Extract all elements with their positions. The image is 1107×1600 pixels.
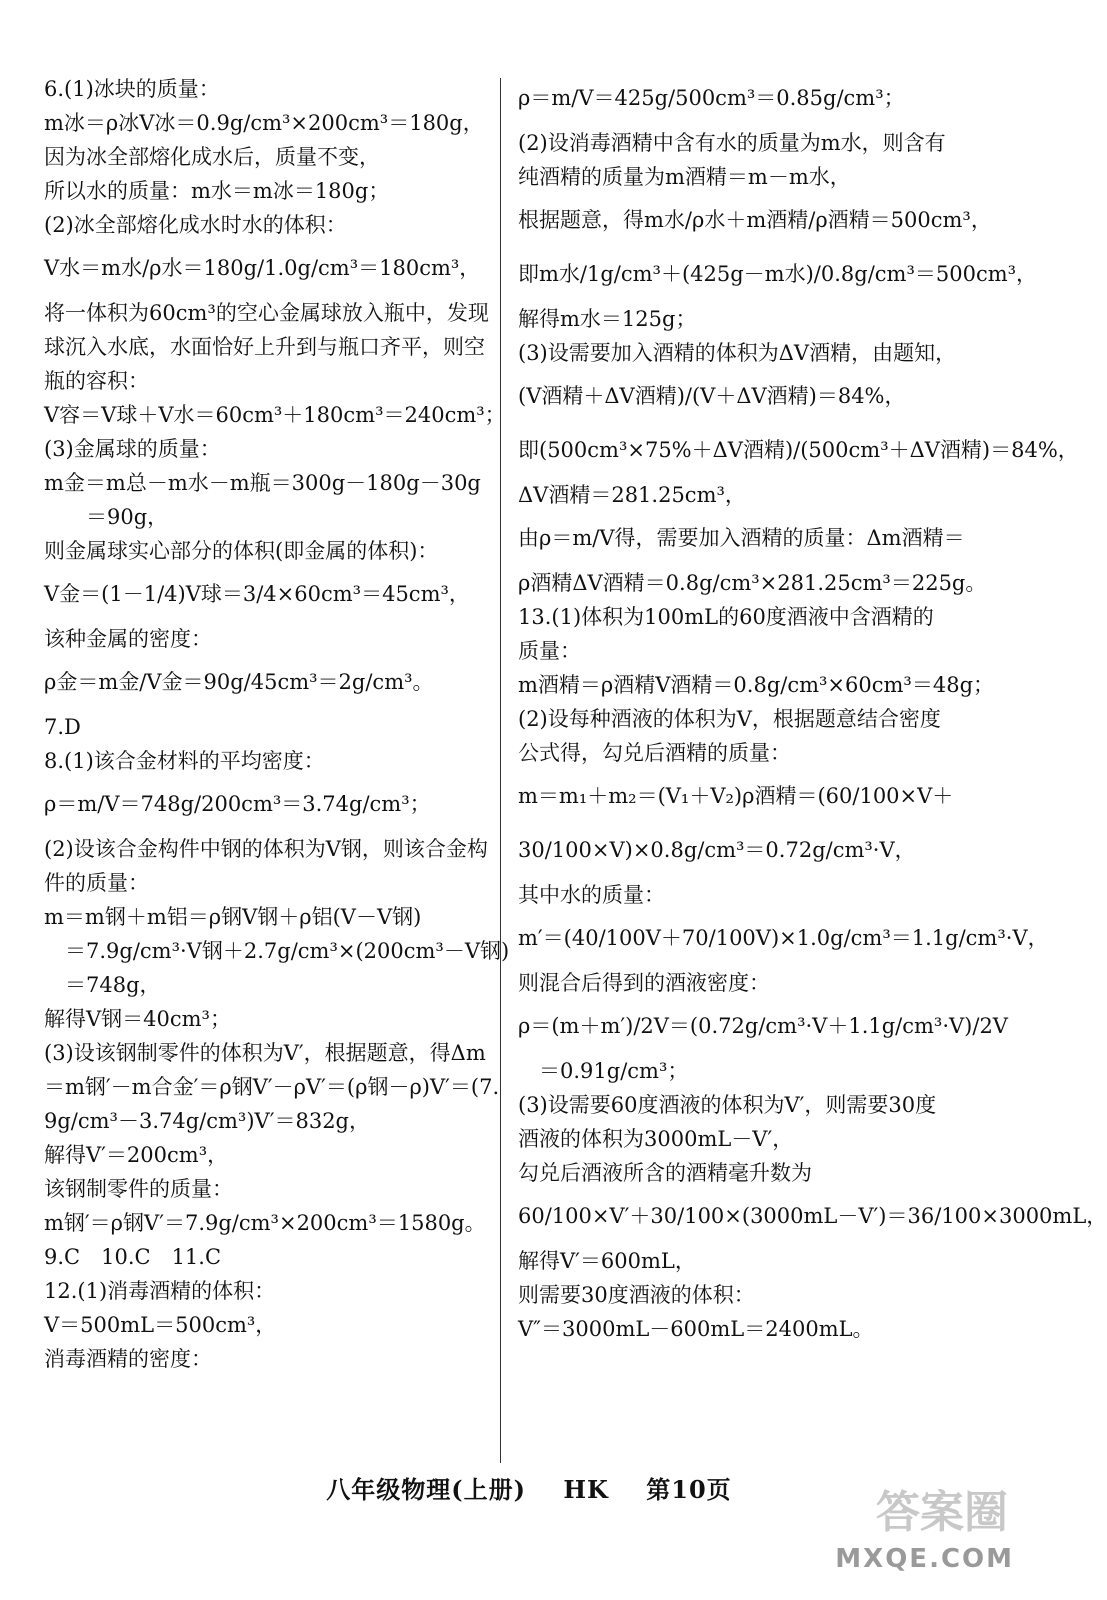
text-line: (3)金属球的质量：	[44, 437, 221, 461]
edition-code: HK	[563, 1475, 609, 1504]
text-line: 酒液的体积为3000mL－V′，	[518, 1127, 794, 1151]
formula-line: 解得V′＝200cm³，	[44, 1143, 229, 1167]
page-number: 第10页	[646, 1475, 732, 1504]
formula-line: 60/100×V′＋30/100×(3000mL－V′)＝36/100×3000mL，	[518, 1204, 1107, 1228]
formula-line: ρ金＝m金/V金＝90g/45cm³＝2g/cm³。	[44, 670, 434, 694]
answer-line: 7.D	[44, 715, 81, 739]
text-line: 则需要30度酒液的体积：	[518, 1283, 755, 1307]
formula-line: m′＝(40/100V＋70/100V)×1.0g/cm³＝1.1g/cm³·V，	[518, 926, 1049, 950]
text-line: 13.(1)体积为100mL的60度酒液中含酒精的	[518, 605, 934, 629]
text-line: 公式得，勾兑后酒精的质量：	[518, 741, 791, 765]
formula-line: 即(500cm³×75%＋ΔV酒精)/(500cm³＋ΔV酒精)＝84%，	[518, 438, 1079, 462]
text-line: (2)设每种酒液的体积为V，根据题意结合密度	[518, 707, 941, 731]
watermark-site: MXQE.COM	[835, 1544, 1014, 1574]
formula-line: V水＝m水/ρ水＝180g/1.0g/cm³＝180cm³，	[44, 256, 481, 280]
answer-line: 9.C 10.C 11.C	[44, 1245, 222, 1269]
left-column	[44, 72, 510, 1376]
text-line: (3)设该钢制零件的体积为V′，根据题意，得Δm	[44, 1041, 486, 1065]
right-column	[518, 72, 1107, 1346]
formula-line: ρ＝m/V＝425g/500cm³＝0.85g/cm³；	[518, 86, 905, 110]
formula-line: 30/100×V)×0.8g/cm³＝0.72g/cm³·V，	[518, 838, 916, 862]
formula-line: ＝90g，	[44, 505, 169, 529]
watermark-logo: 答案圈	[876, 1487, 1008, 1538]
formula-line: m＝m钢＋m铝＝ρ钢V钢＋ρ铝(V－V钢)	[44, 905, 422, 929]
text-line: 则金属球实心部分的体积(即金属的体积)：	[44, 539, 439, 563]
text-line: 其中水的质量：	[518, 883, 665, 907]
text-line: (3)设需要加入酒精的体积为ΔV酒精，由题知，	[518, 341, 957, 365]
text-line: 8.(1)该合金材料的平均密度：	[44, 749, 325, 773]
text-line: (2)冰全部熔化成水时水的体积：	[44, 213, 347, 237]
text-line: 因为冰全部熔化成水后，质量不变，	[44, 145, 380, 169]
formula-line: V金＝(1－1/4)V球＝3/4×60cm³＝45cm³，	[44, 582, 470, 606]
formula-line: ΔV酒精＝281.25cm³，	[518, 483, 746, 507]
text-line: 件的质量：	[44, 871, 149, 895]
formula-line: 解得m水＝125g；	[518, 307, 697, 331]
formula-line: ＝748g，	[44, 973, 161, 997]
formula-line: (V酒精＋ΔV酒精)/(V＋ΔV酒精)＝84%，	[518, 384, 906, 408]
formula-line: 即m水/1g/cm³＋(425g－m水)/0.8g/cm³＝500cm³，	[518, 262, 1038, 286]
text-line: 勾兑后酒液所含的酒精毫升数为	[518, 1161, 812, 1185]
formula-line: ＝m钢′－m合金′＝ρ钢V′－ρV′＝(ρ钢－ρ)V′＝(7.	[44, 1075, 500, 1099]
text-line: (3)设需要60度酒液的体积为V′，则需要30度	[518, 1093, 937, 1117]
formula-line: 解得V钢＝40cm³；	[44, 1007, 231, 1031]
text-line: 瓶的容积：	[44, 369, 149, 393]
book-title: 八年级物理(上册)	[326, 1475, 527, 1504]
formula-line: ＝7.9g/cm³·V钢＋2.7g/cm³×(200cm³－V钢)	[44, 939, 510, 963]
text-line: 纯酒精的质量为m酒精＝m－m水，	[518, 165, 851, 189]
text-line: 球沉入水底，水面恰好上升到与瓶口齐平，则空	[44, 335, 485, 359]
text-line: 12.(1)消毒酒精的体积：	[44, 1279, 276, 1303]
formula-line: 解得V′＝600mL，	[518, 1249, 696, 1273]
formula-line: V″＝3000mL－600mL＝2400mL。	[518, 1317, 874, 1341]
text-line: 该钢制零件的质量：	[44, 1177, 233, 1201]
formula-line: 根据题意，得m水/ρ水＋m酒精/ρ酒精＝500cm³，	[518, 208, 992, 232]
formula-line: m酒精＝ρ酒精V酒精＝0.8g/cm³×60cm³＝48g；	[518, 673, 995, 697]
text-line: m冰＝ρ冰V冰＝0.9g/cm³×200cm³＝180g，	[44, 111, 484, 135]
text-line: 所以水的质量：m水＝m冰＝180g；	[44, 179, 390, 203]
formula-line: V＝500mL＝500cm³，	[44, 1313, 277, 1337]
text-line: 由ρ＝m/V得，需要加入酒精的质量：Δm酒精＝	[518, 526, 965, 550]
text-line: (2)设消毒酒精中含有水的质量为m水，则含有	[518, 131, 946, 155]
text-line: 将一体积为60cm³的空心金属球放入瓶中，发现	[44, 301, 489, 325]
text-line: (2)设该合金构件中钢的体积为V钢，则该合金构	[44, 837, 488, 861]
formula-line: m金＝m总－m水－m瓶＝300g－180g－30g	[44, 471, 481, 495]
column-divider	[500, 78, 501, 1463]
text-line: 则混合后得到的酒液密度：	[518, 971, 770, 995]
formula-line: m钢′＝ρ钢V′＝7.9g/cm³×200cm³＝1580g。	[44, 1211, 486, 1235]
text-line: 该种金属的密度：	[44, 627, 212, 651]
formula-line: V容＝V球＋V水＝60cm³＋180cm³＝240cm³；	[44, 403, 506, 427]
formula-line: ρ酒精ΔV酒精＝0.8g/cm³×281.25cm³＝225g。	[518, 571, 987, 595]
text-line: 质量：	[518, 639, 581, 663]
formula-line: m＝m₁＋m₂＝(V₁＋V₂)ρ酒精＝(60/100×V＋	[518, 784, 954, 808]
text-line: 6.(1)冰块的质量：	[44, 77, 220, 101]
text-line: 消毒酒精的密度：	[44, 1347, 212, 1371]
formula-line: ＝0.91g/cm³；	[518, 1059, 689, 1083]
formula-line: ρ＝m/V＝748g/200cm³＝3.74g/cm³；	[44, 792, 431, 816]
formula-line: ρ＝(m＋m′)/2V＝(0.72g/cm³·V＋1.1g/cm³·V)/2V	[518, 1014, 1008, 1038]
formula-line: 9g/cm³－3.74g/cm³)V′＝832g，	[44, 1109, 370, 1133]
